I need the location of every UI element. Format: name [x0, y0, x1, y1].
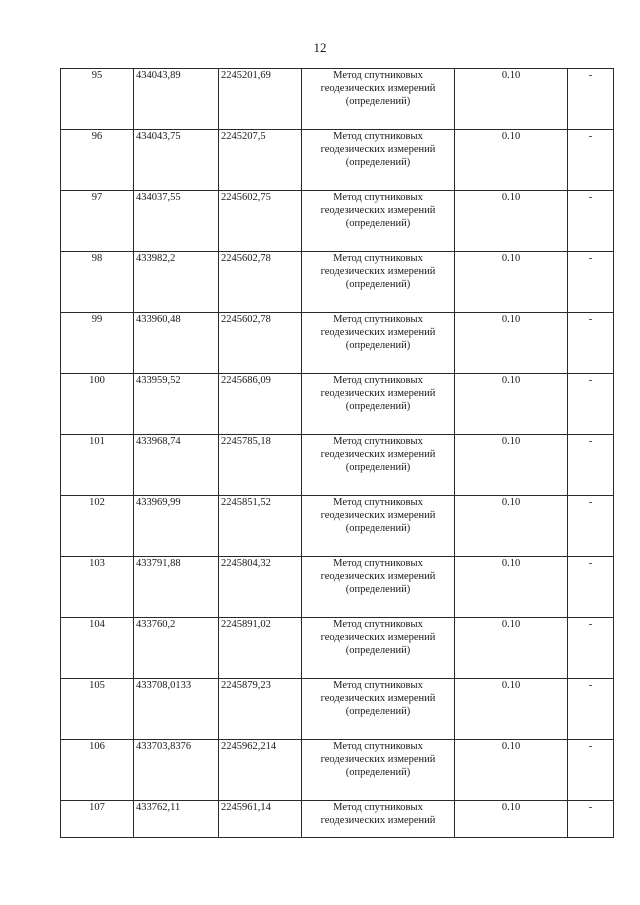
- point-number-cell: 104: [61, 618, 134, 679]
- method-cell: Метод спутниковых геодезических измерений (определений): [302, 618, 455, 679]
- table-row: [61, 313, 614, 374]
- accuracy-cell: 0.10: [455, 740, 568, 801]
- description-cell: -: [568, 679, 614, 740]
- point-number-cell: 100: [61, 374, 134, 435]
- method-cell: Метод спутниковых геодезических измерений (определений): [302, 374, 455, 435]
- method-cell: Метод спутниковых геодезических измерений (определений): [302, 69, 455, 130]
- description-cell: -: [568, 801, 614, 838]
- accuracy-cell: 0.10: [455, 130, 568, 191]
- accuracy-cell: 0.10: [455, 496, 568, 557]
- table-row: [61, 740, 614, 801]
- description-cell: -: [568, 130, 614, 191]
- accuracy-cell: 0.10: [455, 313, 568, 374]
- y-coordinate-cell: 2245891,02: [219, 618, 302, 679]
- table-row: [61, 374, 614, 435]
- accuracy-cell: 0.10: [455, 801, 568, 838]
- x-coordinate-cell: 433968,74: [134, 435, 219, 496]
- point-number-cell: 97: [61, 191, 134, 252]
- method-cell: Метод спутниковых геодезических измерений (определений): [302, 130, 455, 191]
- method-cell: Метод спутниковых геодезических измерений (определений): [302, 496, 455, 557]
- x-coordinate-cell: 433959,52: [134, 374, 219, 435]
- y-coordinate-cell: 2245961,14: [219, 801, 302, 838]
- x-coordinate-cell: 433708,0133: [134, 679, 219, 740]
- x-coordinate-cell: 434037,55: [134, 191, 219, 252]
- description-cell: -: [568, 374, 614, 435]
- accuracy-cell: 0.10: [455, 557, 568, 618]
- x-coordinate-cell: 434043,75: [134, 130, 219, 191]
- x-coordinate-cell: 433969,99: [134, 496, 219, 557]
- method-cell: Метод спутниковых геодезических измерений (определений): [302, 191, 455, 252]
- table-row: [61, 130, 614, 191]
- accuracy-cell: 0.10: [455, 252, 568, 313]
- table-row: [61, 69, 614, 130]
- table-row: [61, 801, 614, 838]
- accuracy-cell: 0.10: [455, 191, 568, 252]
- accuracy-cell: 0.10: [455, 374, 568, 435]
- x-coordinate-cell: 434043,89: [134, 69, 219, 130]
- method-cell: Метод спутниковых геодезических измерений: [302, 801, 455, 838]
- accuracy-cell: 0.10: [455, 679, 568, 740]
- point-number-cell: 99: [61, 313, 134, 374]
- y-coordinate-cell: 2245602,78: [219, 252, 302, 313]
- table-row: [61, 496, 614, 557]
- method-cell: Метод спутниковых геодезических измерений (определений): [302, 252, 455, 313]
- y-coordinate-cell: 2245207,5: [219, 130, 302, 191]
- page-number: 12: [313, 40, 327, 55]
- x-coordinate-cell: 433960,48: [134, 313, 219, 374]
- table-row: [61, 191, 614, 252]
- coordinates-table-body: [61, 69, 614, 838]
- method-cell: Метод спутниковых геодезических измерений (определений): [302, 679, 455, 740]
- description-cell: -: [568, 313, 614, 374]
- point-number-cell: 106: [61, 740, 134, 801]
- x-coordinate-cell: 433791,88: [134, 557, 219, 618]
- accuracy-cell: 0.10: [455, 69, 568, 130]
- table-row: [61, 435, 614, 496]
- point-number-cell: 96: [61, 130, 134, 191]
- description-cell: -: [568, 557, 614, 618]
- description-cell: -: [568, 191, 614, 252]
- point-number-cell: 107: [61, 801, 134, 838]
- y-coordinate-cell: 2245804,32: [219, 557, 302, 618]
- table-row: [61, 679, 614, 740]
- y-coordinate-cell: 2245962,214: [219, 740, 302, 801]
- point-number-cell: 105: [61, 679, 134, 740]
- y-coordinate-cell: 2245602,78: [219, 313, 302, 374]
- description-cell: -: [568, 435, 614, 496]
- point-number-cell: 95: [61, 69, 134, 130]
- y-coordinate-cell: 2245879,23: [219, 679, 302, 740]
- y-coordinate-cell: 2245851,52: [219, 496, 302, 557]
- method-cell: Метод спутниковых геодезических измерений (определений): [302, 435, 455, 496]
- y-coordinate-cell: 2245686,09: [219, 374, 302, 435]
- point-number-cell: 98: [61, 252, 134, 313]
- accuracy-cell: 0.10: [455, 618, 568, 679]
- description-cell: -: [568, 252, 614, 313]
- x-coordinate-cell: 433762,11: [134, 801, 219, 838]
- y-coordinate-cell: 2245785,18: [219, 435, 302, 496]
- point-number-cell: 101: [61, 435, 134, 496]
- description-cell: -: [568, 618, 614, 679]
- coordinates-table: [60, 68, 614, 838]
- x-coordinate-cell: 433760,2: [134, 618, 219, 679]
- table-row: [61, 557, 614, 618]
- description-cell: -: [568, 496, 614, 557]
- method-cell: Метод спутниковых геодезических измерений (определений): [302, 313, 455, 374]
- y-coordinate-cell: 2245201,69: [219, 69, 302, 130]
- description-cell: -: [568, 740, 614, 801]
- table-row: [61, 252, 614, 313]
- description-cell: -: [568, 69, 614, 130]
- point-number-cell: 103: [61, 557, 134, 618]
- point-number-cell: 102: [61, 496, 134, 557]
- x-coordinate-cell: 433982,2: [134, 252, 219, 313]
- accuracy-cell: 0.10: [455, 435, 568, 496]
- y-coordinate-cell: 2245602,75: [219, 191, 302, 252]
- method-cell: Метод спутниковых геодезических измерений (определений): [302, 740, 455, 801]
- table-row: [61, 618, 614, 679]
- x-coordinate-cell: 433703,8376: [134, 740, 219, 801]
- method-cell: Метод спутниковых геодезических измерений (определений): [302, 557, 455, 618]
